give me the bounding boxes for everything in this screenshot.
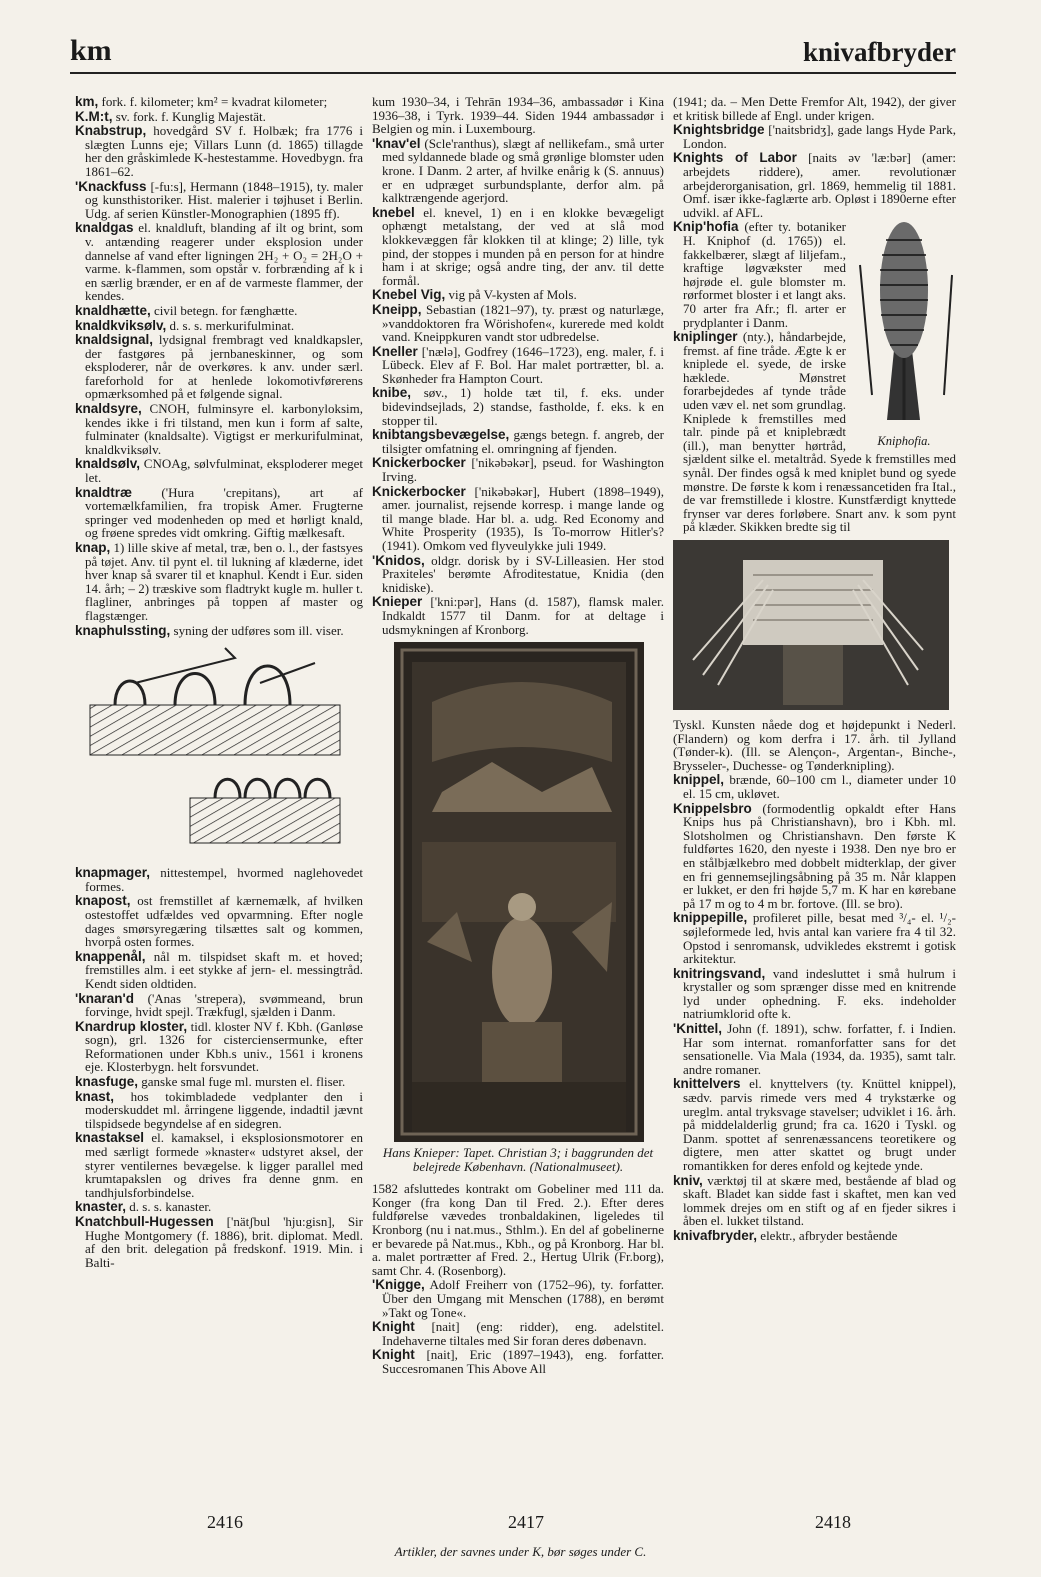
column-2-entries-top <box>372 137 664 636</box>
entry-definition: vig på V-kysten af Mols. <box>445 287 577 303</box>
entry-headword: Knight <box>372 1319 415 1335</box>
entry-headword: knaldkviksølv, <box>75 317 167 333</box>
tapestry-caption: Hans Knieper: Tapet. Christian 3; i baggrunden det belejrede København. (Nationalmuseet). <box>382 1145 654 1175</box>
dictionary-entry <box>75 541 363 623</box>
buttonhole-stitch-illustration <box>75 643 363 858</box>
column-2-continuation: kum 1930–34, i Tehrān 1934–36, ambassadør i Kina 1936–38, i Tyrk. 1939–44. Siden 1944 ambassadør i Belgien og min. i Luxembourg. <box>372 94 664 137</box>
dictionary-entry <box>673 1229 956 1243</box>
entry-definition: ['kni:pər], Hans (d. 1587), flamsk maler. Indkaldt 1577 til Danm. for at deltage i udsmykningen af Kronborg. <box>382 594 664 637</box>
entry-headword: knapmager, <box>75 865 151 881</box>
dictionary-entry <box>372 1278 664 1319</box>
entry-headword: km, <box>75 94 99 109</box>
dictionary-entry <box>673 967 956 1021</box>
entry-definition: brænde, 60–100 cm l., diameter under 10 el. 15 cm, ukløvet. <box>683 772 956 801</box>
entry-definition: syning der udføres som ill. viser. <box>170 622 344 638</box>
dictionary-entry <box>372 485 664 553</box>
entry-headword: knittelvers <box>673 1076 741 1092</box>
dictionary-entry <box>75 1215 363 1269</box>
entry-headword: knast, <box>75 1088 115 1104</box>
entry-headword: Knights of Labor <box>673 150 797 166</box>
entry-definition: sv. fork. f. Kunglig Majestät. <box>112 108 266 124</box>
entry-headword: knastaksel <box>75 1130 145 1146</box>
page-number-left: 2416 <box>207 1512 243 1532</box>
entry-definition: Adolf Freiherr von (1752–96), ty. forfatter. Über den Umgang mit Menschen (1788), en berømt »Takt og Tone«. <box>382 1277 664 1320</box>
dictionary-entry <box>372 1320 664 1347</box>
dictionary-entry <box>372 595 664 636</box>
entry-headword: Knieper <box>372 594 423 610</box>
entry-headword: knitringsvand, <box>673 965 766 981</box>
entry-headword: Kneipp, <box>372 301 422 317</box>
entry-headword: kniv, <box>673 1172 703 1188</box>
entry-headword: 'Knackfuss <box>75 178 147 194</box>
dictionary-entry <box>372 345 664 386</box>
entry-definition: værktøj til at skære med, bestående af blad og skaft. Bladet kan sidde fast i skaftet, men kan ved lommek drejes om en stift og af en fjeder sikres i åben el. lukket tilstand. <box>683 1172 956 1229</box>
column-3 <box>673 95 956 1244</box>
entry-headword: knappenål, <box>75 948 146 964</box>
entry-headword: K.M:t, <box>75 108 113 124</box>
column-1-entries-top <box>75 95 363 637</box>
kniphofia-caption: Kniphofia. <box>877 433 931 448</box>
entry-definition: (Scle'ranthus), slægt af nellikefam., små urter med syldannede blade og små grønlige blomster uden krone. I Danm. 2 arter, af hvilke enårig k (S. annuus) er en udpræget surbundsplante, derfor alm. på kalktrængende agerjord. <box>382 135 664 206</box>
lace-pillow-illustration <box>673 540 956 710</box>
dictionary-entry <box>75 486 363 540</box>
entry-definition: gængs betegn. f. angreb, der tilsigter omfatning el. omringning af fjenden. <box>382 427 664 456</box>
entry-definition: el. kamaksel, i eksplosionsmotorer en med særligt formede »knaster« udstyret aksel, der styrer ventilernes bevægelse. k ligger parallel med krumtapakslen og drives fra denne gnm. en tandhjulsforbindelse. <box>85 1130 363 1200</box>
column-2 <box>372 95 664 1376</box>
entry-definition: vand indesluttet i små hulrum i krystaller og som sprænger disse med en knitrende lyd under ophedning. F. eks. indeholder natriumklorid ofte k. <box>683 965 956 1022</box>
dictionary-entry <box>75 624 363 638</box>
entry-definition: lydsignal frembragt ved knaldkapsler, der fastgøres på jernbaneskinner, og som eksploderer, når de overkøres. k anv. under særl. fareforhold for at henlede lokomotivførerens opmærksomhed på et følgende signal. <box>85 332 363 402</box>
entry-headword: kniplinger <box>673 329 738 345</box>
dictionary-entry <box>75 1075 363 1089</box>
entry-definition: el. knyttelvers (ty. Knüttel knippel), sædv. parvis rimede vers med 4 trykstærke og ureglm. antal tryksvage stavelser; udviklet i 16. årh. på middelalderlig grund; fra ca. 1620 i Tyskl. og Danm. spottet af senrenæssancens teoretikere og digtere, men atter skattet og brugt under romantikken for deres enfold og kejtede ynde. <box>683 1076 956 1173</box>
entry-headword: Knatchbull-Hugessen <box>75 1214 214 1229</box>
dictionary-entry <box>673 1077 956 1172</box>
entry-headword: Knight <box>372 1347 415 1363</box>
dictionary-entry <box>372 428 664 455</box>
entry-definition: [nait], Eric (1897–1943), eng. forfatter. Succesromanen This Above All <box>382 1347 664 1376</box>
column-3-entries-top <box>673 123 956 219</box>
entry-definition: elektr., afbryder bestående <box>757 1227 898 1243</box>
column-1 <box>75 95 363 1270</box>
entry-headword: knaldsyre, <box>75 401 142 417</box>
tapestry-image <box>372 642 664 1142</box>
entry-definition: fork. f. kilometer; km² = kvadrat kilometer; <box>98 94 328 109</box>
entry-headword: knivafbryder, <box>673 1227 758 1243</box>
entry-headword: 'Knittel, <box>673 1021 722 1037</box>
entry-definition: el. knaldluft, blanding af ilt og brint, som v. antænding reagerer under eksplosion under dannelse af vand efter ligningen 2H₂ + O₂ = 2H₂O + varme. k-flammen, som opstår v. forbrænding af k i en særlig brænder, er en af de varmeste flammer, der kendes. <box>85 220 363 304</box>
entry-headword: knibtangsbevægelse, <box>372 427 510 443</box>
entry-definition: ['nikəbəkər], Hubert (1898–1949), amer. journalist, rejsende korresp. i mange lande og til mange blade. Har bl. a. udg. Red Economy and White Prosperity (1935), Is To-morrow Hitler's? (1941). Omkom ved flyveulykke juli 1949. <box>382 483 664 553</box>
page-number-middle: 2417 <box>508 1512 544 1532</box>
entry-definition: d. s. s. merkurifulminat. <box>166 317 295 333</box>
dictionary-entry <box>372 206 664 288</box>
entry-headword: knaldhætte, <box>75 302 151 318</box>
dictionary-entry <box>673 151 956 219</box>
dictionary-entry <box>372 554 664 595</box>
column-3-continuation-2: Tyskl. Kunsten nåede dog et højdepunkt i Nederl. (Flandern) og kom derfra i 17. årh. til Jylland (Tønder-k). (Ill. se Alençon-, Argentan-, Binche-, Brysseler-, Duchesse- og Tønderknipling). <box>673 717 956 773</box>
dictionary-entry <box>75 110 363 124</box>
entry-definition: [nait] (eng: ridder), eng. adelstitel. Indehaverne tiltales med Sir foran deres døbenavn. <box>382 1319 664 1348</box>
dictionary-entry <box>673 123 956 150</box>
kniphofia-illustration <box>852 220 956 448</box>
entry-headword: knippel, <box>673 772 725 788</box>
entry-definition: 1) lille skive af metal, træ, ben o. l., der fastsyes på tøjet. Anv. til pynt el. til lukning af klæderne, idet hver knap så svarer til et knaphul. Kendt i Eur. siden 14. årh; – 2) træskive som fladtrykt kugle m. huller t. flagliner, anbringes på toppen af master og flagstænger. <box>85 540 363 623</box>
entry-definition: hos tokimbladede vedplanter den i moderskuddet ml. årringene liggende, indadtil jævnt tilspidsede begyndelse af en sidegren. <box>85 1088 363 1131</box>
dictionary-entry <box>372 137 664 205</box>
column-3-continuation: (1941; da. – Men Dette Fremfor Alt, 1942), der giver et kritisk billede af Engl. under krigen. <box>673 94 956 123</box>
dictionary-entry <box>372 303 664 344</box>
entry-definition: ganske smal fuge ml. mursten el. fliser. <box>138 1074 346 1090</box>
entry-definition: ['naitsbridʒ], gade langs Hyde Park, London. <box>683 122 956 151</box>
dictionary-entry <box>673 911 956 965</box>
dictionary-entry <box>75 1131 363 1199</box>
dictionary-entry <box>75 1200 363 1214</box>
entry-definition: Sebastian (1821–97), ty. præst og naturlæge, »vanddoktoren fra Wörishofen«, kurerede med koldt vand. Kneippkuren vandt stor udbredelse. <box>382 301 664 345</box>
entry-definition: John (f. 1891), schw. forfatter, f. i Indien. Har som internat. romanforfatter sans for det sensationelle. Via Mala (1934, da. 1935), samt talr. andre romaner. <box>683 1021 956 1077</box>
entry-headword: Knebel Vig, <box>372 287 446 303</box>
entry-definition: hovedgård SV f. Holbæk; fra 1776 i slægten Lunns eje; Villars Lunn (d. 1865) tillagde her den gråskimlede K-hestestamme. Hovedbygn. fra 1861–62. <box>85 123 363 179</box>
entry-headword: 'Knigge, <box>372 1277 425 1293</box>
entry-definition: nål m. tilspidset skaft m. et hoved; fremstilles alm. i eet stykke af jern- el. messingtråd. Kendt siden oldtiden. <box>85 948 363 991</box>
dictionary-entry <box>75 124 363 178</box>
entry-headword: Knickerbocker <box>372 455 466 471</box>
column-2-continuation-2: 1582 afsluttedes kontrakt om Gobeliner med 111 da. Konger (fra kong Dan til Fred. 2.). Efter deres fuldførelse vævedes tronbaldakinen, ligeledes til Kronborg (nu i nat.mus., Sthlm.). En del af gobelinerne er bevarede på Nat.mus., Kbh., og på Kronborg. Har bl. a. malet portrætter af Fred. 2., Hertug Ulrik (Fr.borg), samt Chr. 4. (Rosenborg). <box>372 1181 664 1278</box>
dictionary-entry <box>372 288 664 302</box>
footer-note: Artikler, der savnes under K, bør søges under C. <box>394 1544 647 1559</box>
dictionary-entry <box>673 1174 956 1228</box>
dictionary-entry <box>75 333 363 401</box>
entry-definition: ['nätʃbul 'hju:gisn], Sir Hughe Montgomery (f. 1886), brit. diplomat. Medl. af den brit. delegation på fredskonf. 1919. Min. i Balti- <box>85 1214 363 1270</box>
dictionary-entry <box>75 180 363 221</box>
dictionary-entry <box>75 950 363 991</box>
entry-headword: knap, <box>75 540 111 555</box>
buttonhole-stitch-drawing <box>75 643 360 858</box>
entry-headword: knaldgas <box>75 220 134 236</box>
entry-headword: Knardrup kloster, <box>75 1018 188 1034</box>
entry-definition: ('Anas 'strepera), svømmeand, brun forvinge, hvidt spejl. Trækfugl, sjælden i Danm. <box>85 990 363 1020</box>
entry-definition: tidl. kloster NV f. Kbh. (Ganløse sogn), grl. 1326 for cisterciensermunke, efter Reformationen under Kbh.s univ., 1561 i kronens eje. Klosterbygn. helt forsvundet. <box>85 1018 364 1075</box>
dictionary-entry <box>75 1020 363 1074</box>
dictionary-entry <box>372 386 664 427</box>
entry-definition: [naits əv 'læ:bər] (amer: arbejdets riddere), amer. revolutionær arbejderorganisation, grl. 1869, hemmelig til 1881. Omf. især ikke-faglærte arb. Opløst i 1890erne efter udvikl. af AFL. <box>683 150 956 220</box>
entry-definition: d. s. s. kanaster. <box>126 1199 212 1215</box>
entry-headword: Knightsbridge <box>673 122 765 138</box>
dictionary-entry <box>673 802 956 911</box>
entry-headword: knapost, <box>75 893 131 909</box>
dictionary-entry <box>372 456 664 483</box>
entry-definition: CNOAg, sølvfulminat, eksploderer meget let. <box>85 456 363 486</box>
dictionary-entry <box>75 894 363 948</box>
lace-pillow-photo <box>673 540 949 710</box>
entry-definition: CNOH, fulminsyre el. karbonyloksim, kendes ikke i fri tilstand, men kun i form af salte, fulminater (knaldsalte). Vigtigst er merkurifulminat, knaldkviksølv. <box>85 401 363 457</box>
dictionary-entry <box>75 221 363 303</box>
entry-definition: ('Hura 'crepitans), art af vortemælkfamilien, fra tropisk Amer. Frugterne springer ved modenheden op med et hørligt knald, og frøene spredes vidt omkring. Giftig mælkesaft. <box>85 484 363 541</box>
entry-headword: knaldtræ <box>75 484 133 500</box>
dictionary-entry <box>75 866 363 893</box>
entry-headword: knasfuge, <box>75 1074 139 1090</box>
entry-headword: knebel <box>372 204 415 220</box>
dictionary-entry <box>75 402 363 456</box>
entry-headword: knaldsølv, <box>75 456 141 472</box>
entry-headword: Kneller <box>372 343 418 359</box>
page-header <box>70 30 956 74</box>
page-number-right: 2418 <box>815 1512 851 1532</box>
dictionary-entry <box>673 773 956 800</box>
entry-definition: ost fremstillet af kærnemælk, af hvilken ostestoffet udfældes ved opvarmning. Efter nogle dages smørsyregæring tilsættes salt og kommen, hvorpå osten formes. <box>85 893 363 950</box>
dictionary-entry <box>75 95 363 109</box>
column-3-entries-bottom <box>673 773 956 1242</box>
entry-headword: 'knaran'd <box>75 990 134 1006</box>
entry-headword: knaphulssting, <box>75 622 171 638</box>
dictionary-entry <box>75 304 363 318</box>
entry-headword: 'Knidos, <box>372 552 425 568</box>
dictionary-entry <box>75 319 363 333</box>
entry-headword: Knabstrup, <box>75 123 147 139</box>
entry-definition: nittestempel, hvormed naglehovedet formes. <box>85 865 363 894</box>
entry-definition: el. knevel, 1) en i en klokke bevægeligt ophængt metalstang, der ved at slå mod klokkevæggen får klokken til at klinge; 2) lille, tyk pind, der stoppes i munden på en person for at hindre ham i at skrige; også andre ting, der anv. til dette formål. <box>382 204 664 288</box>
column-1-entries-bottom <box>75 866 363 1269</box>
right-guide-word: knivafbryder <box>802 37 956 67</box>
entry-definition: (efter ty. botaniker H. Kniphof (d. 1765)) el. fakkelbærer, slægt af liljefam., kraftige løgvækster med højrøde el. gule blomster m. rørformet bloster i et langt aks. 70 arter fra Afr.; fl. arter er prydplanter i Danm. <box>683 219 846 330</box>
tapestry-illustration <box>372 642 664 1174</box>
dictionary-entry <box>673 1022 956 1076</box>
entry-definition: civil betegn. for fænghætte. <box>150 302 298 318</box>
dictionary-entry <box>75 992 363 1019</box>
entry-headword: Knip'hofia <box>673 219 739 235</box>
dictionary-entry <box>372 1348 664 1375</box>
entry-definition: (nty.), håndarbejde, fremst. af fine tråde. Ægte k er kniplede el. syede, de irske hæklede. Mønstret forarbejdedes af tynde tråde uden væv el. net som grundlag. Kniplede k fremstilles med talr. pinde på et kniplebrædt (ill.), man benytter hørtråd, sjældent silke el. metaltråd. Syede k fremstilles med synål. Der findes også k med kniplet bund og syede mønstre. De første k kom i renæssancetiden fra Ital., de var fremstillede i klostre. Kunstfærdigt knyttede frynser var deres forløbere. Snart anv. k som pynt på klæder. Skikken bredte sig til <box>683 329 956 535</box>
entry-headword: knippepille, <box>673 910 748 926</box>
dictionary-entry <box>75 457 363 484</box>
entry-definition: ['nikəbəkər], pseud. for Washington Irving. <box>382 455 664 485</box>
entry-definition: (formodentlig opkaldt efter Hans Knips hus på Christianshavn), bro i Kbh. ml. Slotsholmen og Christianshavn. Den første K fuldførtes 1620, den nyeste i 1938. Den nye bro er en stålbjælkebro med dobbelt midterklap, der giver en fri gennemsejlingsåbning på 35 m. Når klappen er lukket, er den fri højde 5,7 m. K har en kørebane på 17 m og to 4 m br. fortove. (Ill. se bro). <box>683 800 956 911</box>
entry-headword: Knippelsbro <box>673 800 752 816</box>
dictionary-entry <box>75 1090 363 1131</box>
entry-headword: Knickerbocker <box>372 483 466 499</box>
entry-definition: profileret pille, besat med ³/₄- el. ¹/₂-søjleformede led, hvis antal kan variere fra 4 til 32. Opstod i senromansk, udvikledes ekstremt i gotisk arkitektur. <box>683 910 956 967</box>
entry-headword: knibe, <box>372 385 412 401</box>
entry-headword: knaster, <box>75 1199 127 1215</box>
entry-definition: [-fu:s], Hermann (1848–1915), ty. maler og kunsthistoriker. Hist. malerier i tøjhuset i Berlin. Udg. af serien Künstler-Monographien (1895 ff). <box>85 178 363 221</box>
kniphofia-drawing <box>852 220 956 430</box>
entry-definition: oldgr. dorisk by i SV-Lilleasien. Her stod Praxiteles' berømte Afroditestatue, Knidia (den knidiske). <box>382 552 664 595</box>
entry-definition: ['nælə], Godfrey (1646–1723), eng. maler, f. i Lübeck. Elev af F. Bol. Har malet portrætter, bl. a. Skønheder fra Hampton Court. <box>382 343 664 386</box>
left-guide-word: km <box>70 34 112 67</box>
entry-headword: 'knav'el <box>372 135 421 151</box>
column-2-entries-bottom <box>372 1278 664 1375</box>
entry-definition: søv., 1) holde tæt til, f. eks. under bidevindsejlads, 2) standse, fastholde, f. eks. k en stopper til. <box>382 385 664 428</box>
entry-headword: knaldsignal, <box>75 332 154 348</box>
